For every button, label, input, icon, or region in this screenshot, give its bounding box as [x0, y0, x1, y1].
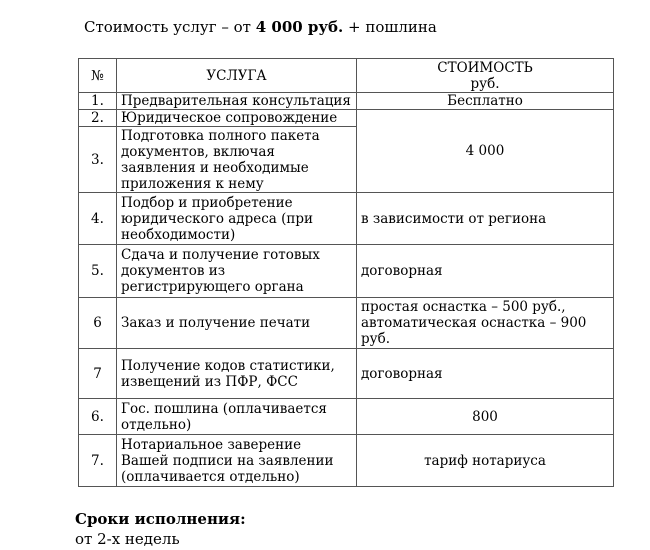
row-number: 7. [79, 435, 117, 487]
row-price: тариф нотариуса [357, 435, 614, 487]
table-row [79, 93, 614, 110]
table-row [79, 435, 614, 487]
row-service: Нотариальное заверение Вашей подписи на заявлении (оплачивается отдельно) [117, 435, 357, 487]
services-price-table [78, 58, 614, 487]
row-price: договорная [357, 245, 614, 298]
header-number: № [79, 59, 117, 93]
row-price [357, 298, 614, 349]
deadlines-title: Сроки исполнения: [75, 510, 246, 528]
page-heading [84, 18, 437, 36]
table-row [79, 349, 614, 399]
row-number: 6. [79, 399, 117, 435]
row-price: 800 [357, 399, 614, 435]
row-number: 6 [79, 298, 117, 349]
table-row [79, 399, 614, 435]
table-header-row [79, 59, 614, 93]
row-service: Предварительная консультация [117, 93, 357, 110]
row-price: в зависимости от региона [357, 193, 614, 245]
row-price-line: простая оснастка – 500 руб., [361, 299, 566, 315]
header-service: УСЛУГА [117, 59, 357, 93]
row-service: Получение кодов статистики, извещений из ПФР, ФСС [117, 349, 357, 399]
table-row [79, 110, 614, 127]
row-service: Юридическое сопровождение [117, 110, 357, 127]
header-price [357, 59, 614, 93]
heading-amount: 4 000 руб. [255, 18, 344, 36]
deadlines-value: от 2-х недель [75, 530, 180, 548]
row-number: 5. [79, 245, 117, 298]
row-number: 7 [79, 349, 117, 399]
row-number: 4. [79, 193, 117, 245]
row-number: 3. [79, 127, 117, 193]
row-service: Сдача и получение готовых документов из регистрирующего органа [117, 245, 357, 298]
heading-prefix: Стоимость услуг – от [84, 18, 256, 36]
row-price-merged: 4 000 [357, 110, 614, 193]
table-row [79, 245, 614, 298]
row-service: Подбор и приобретение юридического адреса (при необходимости) [117, 193, 357, 245]
heading-suffix: + пошлина [343, 18, 437, 36]
row-price-line: автоматическая оснастка – 900 руб. [361, 315, 587, 347]
row-number: 1. [79, 93, 117, 110]
row-number: 2. [79, 110, 117, 127]
row-service: Заказ и получение печати [117, 298, 357, 349]
table-row [79, 193, 614, 245]
row-price: договорная [357, 349, 614, 399]
table-row [79, 298, 614, 349]
row-service: Подготовка полного пакета документов, включая заявления и необходимые приложения к нему [117, 127, 357, 193]
row-service: Гос. пошлина (оплачивается отдельно) [117, 399, 357, 435]
row-price: Бесплатно [357, 93, 614, 110]
header-price-title: СТОИМОСТЬ [437, 59, 533, 76]
header-price-unit: руб. [470, 75, 500, 92]
